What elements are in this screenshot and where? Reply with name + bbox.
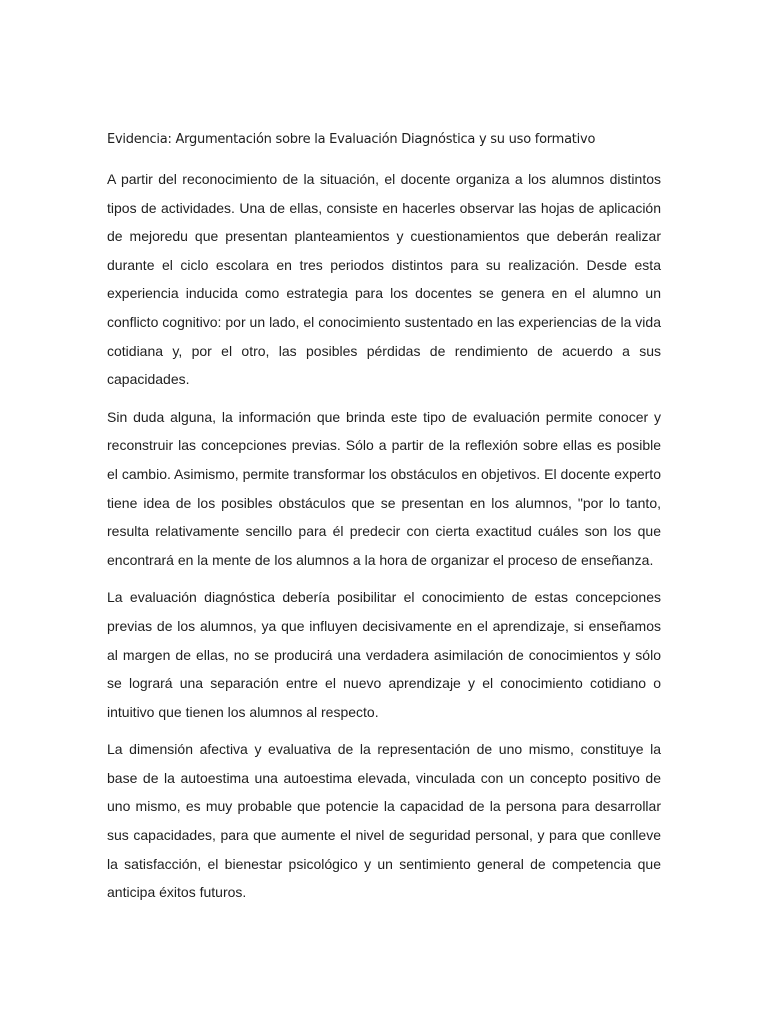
document-title: Evidencia: Argumentación sobre la Evaluación Diagnóstica y su uso formativo: [107, 132, 596, 147]
paragraph-2: Sin duda alguna, la información que brinda este tipo de evaluación permite conocer y reconstruir las concepciones previas. Sólo a partir de la reflexión sobre ellas es posible el cambio. Asimismo, permite transformar los obstáculos en objetivos. El docente experto tiene idea de los posibles obstáculos que se presentan en los alumnos, "por lo tanto, resulta relativamente sencillo para él predecir con cierta exactitud cuáles son los que encontrará en la mente de los alumnos a la hora de organizar el proceso de enseñanza.: [107, 408, 661, 568]
paragraph-4: La dimensión afectiva y evaluativa de la representación de uno mismo, constituye la base de la autoestima una autoestima elevada, vinculada con un concepto positivo de uno mismo, es muy probable que potencie la capacidad de la persona para desarrollar sus capacidades, para que aumente el nivel de seguridad personal, y para que conlleve la satisfacción, el bienestar psicológico y un sentimiento general de competencia que anticipa éxitos futuros.: [107, 741, 661, 901]
paragraph-3: La evaluación diagnóstica debería posibilitar el conocimiento de estas concepciones previas de los alumnos, ya que influyen decisivamente en el aprendizaje, si enseñamos al margen de ellas, no se producirá una verdadera asimilación de conocimientos y sólo se logrará una separación entre el nuevo aprendizaje y el conocimiento cotidiano o intuitivo que tienen los alumnos al respecto.: [107, 589, 661, 720]
paragraph-1: A partir del reconocimiento de la situación, el docente organiza a los alumnos distintos tipos de actividades. Una de ellas, consiste en hacerles observar las hojas de aplicación de mejoredu que presentan planteamientos y cuestionamientos que deberán realizar durante el ciclo escolara en tres periodos distintos para su realización. Desde esta experiencia inducida como estrategia para los docentes se genera en el alumno un conflicto cognitivo: por un lado, el conocimiento sustentado en las experiencias de la vida cotidiana y, por el otro, las posibles pérdidas de rendimiento de acuerdo a sus capacidades.: [107, 171, 661, 388]
document-page: [107, 128, 661, 916]
